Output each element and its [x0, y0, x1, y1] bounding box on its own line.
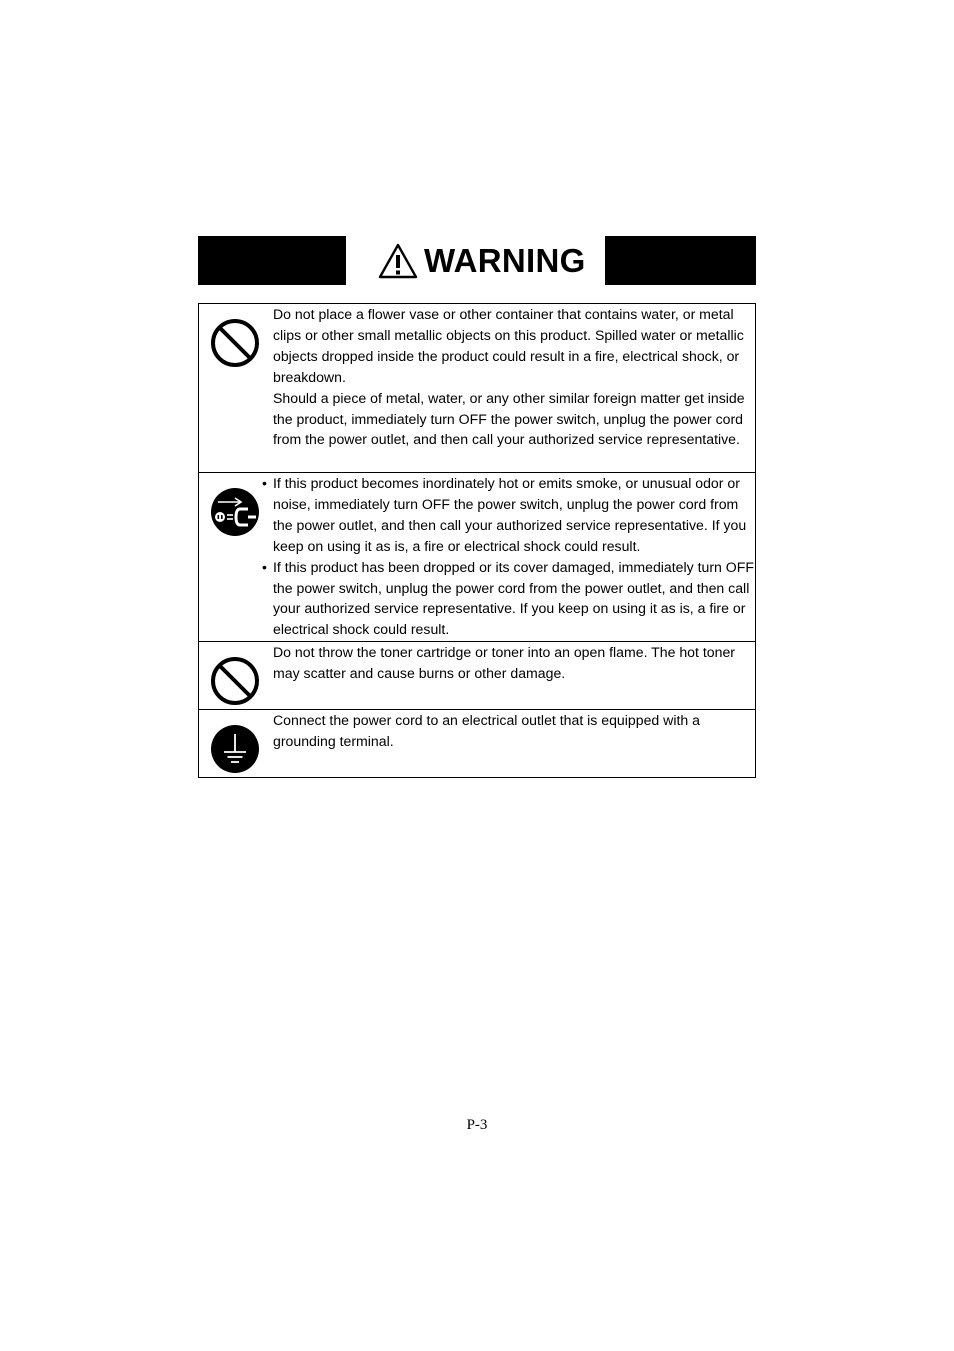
warning-text [273, 473, 756, 642]
warning-text [273, 710, 756, 778]
prohibited-icon [210, 656, 260, 706]
banner-bar-left [198, 236, 346, 285]
warning-row [199, 710, 756, 778]
bullet-list [273, 473, 755, 640]
warning-row [199, 304, 756, 473]
warning-triangle-icon [378, 243, 418, 279]
icon-cell [199, 304, 274, 473]
icon-cell [199, 642, 274, 710]
paragraph: Do not throw the toner cartridge or toner into an open flame. The hot toner may scatter and cause burns or other damage. [273, 644, 735, 681]
warning-row [199, 473, 756, 642]
icon-cell [199, 710, 274, 778]
ground-icon [210, 724, 260, 774]
bullet-item: • If this product has been dropped or its cover damaged, immediately turn OFF the power switch, unplug the power cord from the power outlet, and then call your authorized service representative. If you keep on using it as is, a fire or electrical shock could result. [273, 557, 755, 641]
unplug-icon [210, 487, 260, 537]
warning-row [199, 642, 756, 710]
banner-title-text: WARNING [424, 241, 586, 279]
warning-text [273, 642, 756, 710]
prohibited-icon [210, 318, 260, 368]
banner-bar-right [605, 236, 756, 285]
warning-text [273, 304, 756, 473]
banner-title [378, 236, 586, 285]
paragraph: Do not place a flower vase or other container that contains water, or metal clips or other small metallic objects on this product. Spilled water or metallic objects dropped inside the product could result in a fire, electrical shock, or breakdown. [273, 306, 744, 385]
warning-table [198, 303, 756, 778]
paragraph: Should a piece of metal, water, or any other similar foreign matter get inside the product, immediately turn OFF the power switch, unplug the power cord from the power outlet, and then call your authorized service representative. [273, 389, 745, 448]
page-number: P-3 [466, 1117, 488, 1133]
paragraph: Connect the power cord to an electrical outlet that is equipped with a grounding terminal. [273, 712, 700, 749]
bullet-item: • If this product becomes inordinately hot or emits smoke, or unusual odor or noise, immediately turn OFF the power switch, unplug the power cord from the power outlet, and then call your authorized service representative. If you keep on using it as is, a fire or electrical shock could result. [273, 473, 755, 557]
warning-banner [198, 236, 756, 285]
